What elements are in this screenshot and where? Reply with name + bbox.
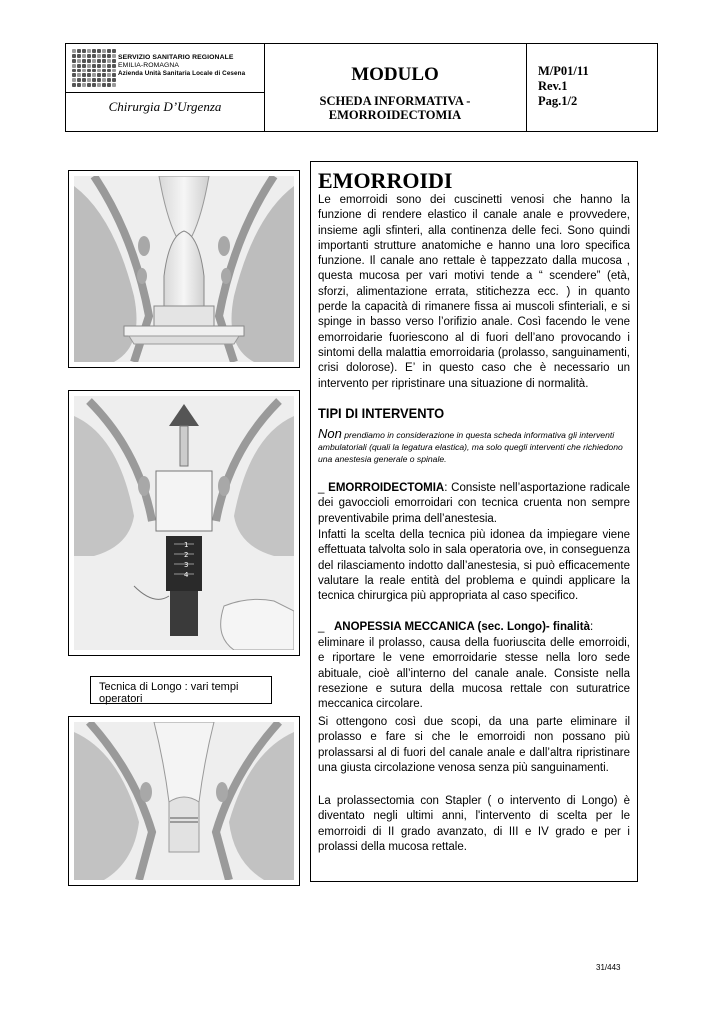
main-heading: EMORROIDI [318, 168, 453, 193]
logo-dot [97, 59, 101, 63]
document-header [65, 43, 658, 132]
logo-dot [77, 78, 81, 82]
logo-dot [82, 78, 86, 82]
logo-dot [87, 83, 91, 87]
header-center-cell [264, 44, 527, 131]
logo-dot [97, 69, 101, 73]
logo-dot [107, 49, 111, 53]
logo-dot [72, 78, 76, 82]
logo-dot [92, 64, 96, 68]
logo-dot [102, 54, 106, 58]
illustration-1 [68, 170, 300, 368]
logo-icon [72, 49, 116, 87]
logo-dot [77, 73, 81, 77]
illustration-2 [68, 390, 300, 656]
form-subtitle [264, 94, 526, 122]
logo-dot [87, 69, 91, 73]
logo-dot [82, 59, 86, 63]
logo-dot [97, 49, 101, 53]
logo-dot [87, 73, 91, 77]
logo-dot [107, 83, 111, 87]
logo-dot [82, 64, 86, 68]
page-number: 31/443 [596, 963, 621, 972]
logo-dot [72, 69, 76, 73]
logo-dot [102, 78, 106, 82]
logo-dot [87, 54, 91, 58]
logo-dot [92, 49, 96, 53]
logo-dot [77, 83, 81, 87]
logo-dot [107, 73, 111, 77]
logo-dot [112, 73, 116, 77]
types-heading: TIPI DI INTERVENTO [318, 405, 445, 421]
logo-dot [107, 54, 111, 58]
logo-dot [92, 69, 96, 73]
stapler-insertion-illustration [74, 396, 294, 650]
logo-dot [97, 78, 101, 82]
figure-caption: Tecnica di Longo : vari tempi operatori [90, 676, 272, 704]
logo-dot [112, 59, 116, 63]
ano-label: ANOPESSIA MECCANICA (sec. Longo)- finalità [333, 621, 590, 633]
logo-dot [72, 64, 76, 68]
device-scale-mark-1: 1 [184, 541, 189, 549]
intro-paragraph: Le emorroidi sono dei cuscinetti venosi che hanno la funzione di rendere elastico il canale anale e provvedere, insieme agli sfinteri, alla continenza delle feci. Sono quindi importanti strutture anatomiche e hanno una loro specifica funzione. Il canale ano rettale è tappezzato dalla mucosa , questa mucosa per vari motivi tende a “ scendere” (età, sforzi, alimentazione errata, stitichezza ecc. ) in quanto perde la capacità di rimanere fissa ai muscoli sfinteriali, e si spinge in basso verso l’orifizio anale. Così facendo le vene emorroidarie fuoriescono al di fuori dell’ano provocando i sintomi della malattia emorroidaria (prolasso, sanguinamenti, crisi dolorose). E’ in questo caso che è necessario un intervento per ripristinare una situazione di normalità. [318, 194, 630, 390]
form-subtitle-line-1: SCHEDA INFORMATIVA - [319, 94, 471, 108]
org-line-2: EMILIA-ROMAGNA [118, 62, 180, 69]
logo-dot [92, 59, 96, 63]
logo-dot [77, 59, 81, 63]
header-right-cell [526, 44, 657, 131]
anopessia-paragraph [318, 620, 630, 635]
logo-dot [77, 69, 81, 73]
logo-dot [72, 73, 76, 77]
logo-dot [72, 59, 76, 63]
logo-dot [72, 83, 76, 87]
logo-dot [92, 54, 96, 58]
logo-dot [87, 59, 91, 63]
document-revision: Rev.1 [538, 79, 568, 93]
org-line-1: SERVIZIO SANITARIO REGIONALE [118, 54, 234, 61]
logo-dot [87, 49, 91, 53]
logo-dot [77, 54, 81, 58]
device-scale-mark-4: 4 [184, 571, 189, 579]
post-stapling-illustration [74, 722, 294, 880]
form-subtitle-line-2: EMORROIDECTOMIA [328, 108, 462, 122]
ano-colon: : [589, 621, 594, 633]
logo-dot [82, 83, 86, 87]
emorroidectomia-detail: Infatti la scelta della tecnica più idonea da impiegare viene effettuata talvolta solo in sala operatoria ove, in conseguenza del rilasciamento indotto dall’anestesia, si può efficacemente valutare la reale entità del problema e quindi applicare la tecnica chirurgica più appropriata al caso specifico. [318, 529, 630, 603]
logo-dot [102, 49, 106, 53]
form-title: MODULO [351, 64, 439, 85]
types-note-lead: Non [318, 426, 342, 441]
org-line-3: Azienda Unità Sanitaria Locale di Cesena [118, 70, 246, 77]
logo-dot [92, 73, 96, 77]
logo-dot [102, 73, 106, 77]
logo-dot [82, 54, 86, 58]
logo-dot [72, 49, 76, 53]
logo-dot [107, 64, 111, 68]
emo-prefix: _ [318, 482, 329, 494]
logo-dot [82, 69, 86, 73]
document-code: M/P01/11 [538, 64, 589, 78]
logo-dot [107, 78, 111, 82]
logo-dot [77, 49, 81, 53]
emo-label: EMORROIDECTOMIA [328, 482, 445, 494]
anopessia-text: eliminare il prolasso, causa della fuoriuscita delle emorroidi, e riportare le vene emorroidarie stesse nella loro sede abituale, cioè all’interno del canale anale. Consiste nella resezione e sutura della mucosa rettale con suturatrice meccanica circolare. [318, 637, 630, 711]
header-left-cell [66, 44, 265, 131]
logo-dot [107, 59, 111, 63]
device-scale-mark-3: 3 [184, 561, 189, 569]
logo-dot [112, 54, 116, 58]
scopi-paragraph: Si ottengono così due scopi, da una parte eliminare il prolasso e fare si che le emorroidi non possano più prolassarsi al di fuori del canale anale e dall’altra ripristinare una giusta circolazione venosa senza più sanguinamenti. [318, 716, 630, 774]
illustration-3 [68, 716, 300, 886]
anal-canal-dilator-illustration [74, 176, 294, 362]
logo-dot [107, 69, 111, 73]
logo-dot [102, 83, 106, 87]
document-page: Pag.1/2 [538, 94, 578, 108]
document-codes [538, 64, 589, 109]
stapler-paragraph: La prolassectomia con Stapler ( o intervento di Longo) è diventato negli ultimi anni, l'intervento di scelta per le emorroidi di II grado avanzato, di III e IV grado e per i prolassi della mucosa rettale. [318, 795, 630, 853]
logo-dot [102, 64, 106, 68]
logo-dot [97, 54, 101, 58]
logo-dot [77, 64, 81, 68]
logo-dot [87, 64, 91, 68]
device-scale-mark-2: 2 [184, 551, 189, 559]
logo-dot [87, 78, 91, 82]
emorroidectomia-paragraph [318, 481, 630, 527]
types-note-text: prendiamo in considerazione in questa scheda informativa gli interventi ambulatoriali (quali la legatura elastica), ma solo quegli interventi che richiedono una anestesia generale o spinale. [318, 430, 623, 464]
logo-dot [112, 64, 116, 68]
department-name: Chirurgia D’Urgenza [108, 99, 222, 114]
emo-text: : Consiste nell’asportazione radicale dei gavoccioli emorroidari con tecnica cruenta non sempre preventivabile prima dell’anestesia. [318, 482, 630, 525]
logo-dot [92, 83, 96, 87]
logo-dot [82, 49, 86, 53]
logo-dot [82, 73, 86, 77]
logo-dot [97, 73, 101, 77]
logo-dot [72, 54, 76, 58]
logo-dot [112, 69, 116, 73]
logo-dot [112, 49, 116, 53]
logo-dot [112, 78, 116, 82]
types-note [318, 428, 630, 465]
logo-dot [92, 78, 96, 82]
logo-dot [112, 83, 116, 87]
logo-dot [102, 69, 106, 73]
organization-name [118, 54, 245, 78]
ano-prefix: _ [318, 621, 334, 633]
logo-dot [97, 64, 101, 68]
logo-dot [97, 83, 101, 87]
logo-area [66, 44, 264, 93]
logo-dot [102, 59, 106, 63]
